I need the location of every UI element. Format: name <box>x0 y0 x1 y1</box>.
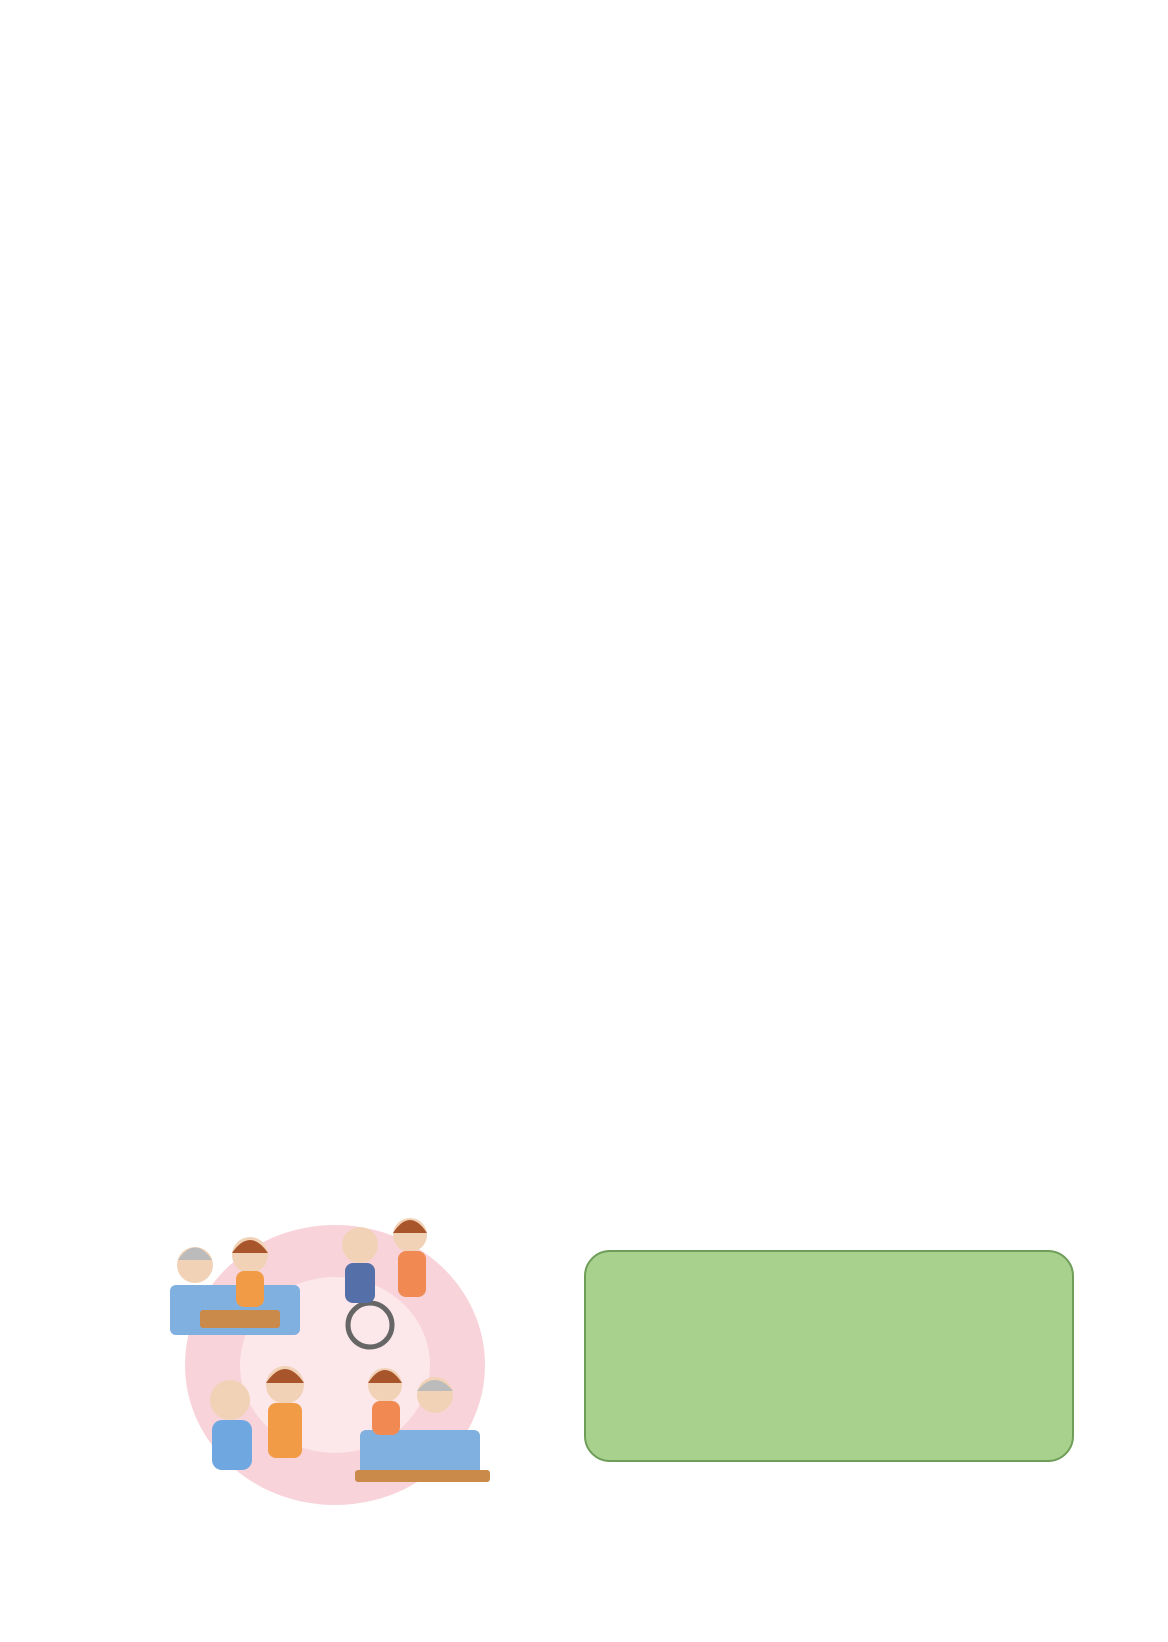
page-title <box>187 189 1012 342</box>
contact-box <box>584 1250 1074 1462</box>
border-top <box>44 40 1124 78</box>
border-left <box>44 78 82 1560</box>
caregiving-illustration <box>160 1215 500 1515</box>
border-bottom <box>44 1560 1124 1598</box>
border-right <box>1086 78 1124 1560</box>
